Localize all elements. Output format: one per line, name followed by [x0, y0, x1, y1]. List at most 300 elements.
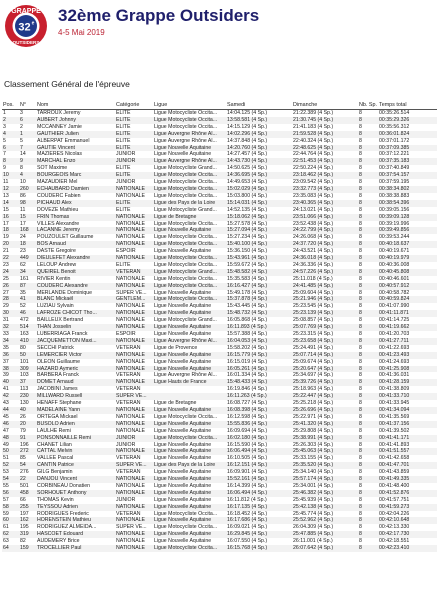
cell-number: 197 [20, 510, 29, 517]
cell-number: 319 [19, 531, 36, 538]
cell-saturday: 16:01.334 (4 Sp.) [227, 372, 268, 379]
cell-sunday: 25:42.138 (4 Sp.) [292, 504, 358, 511]
cell-name: SECCHI Patrick [37, 344, 74, 351]
cell-number: 272 [19, 448, 36, 455]
svg-text:32: 32 [18, 21, 31, 34]
cell-category: ELITE [116, 110, 131, 116]
cell-sunday: 25:09.604 (4 Sp.) [293, 289, 334, 296]
cell-league: Ligue Nouvelle Aquitaine [153, 145, 226, 152]
col-header-league[interactable]: Ligue [153, 100, 226, 110]
cell-special-count: 8 [359, 123, 362, 130]
cell-total-time: 00:38:38.883 [379, 192, 410, 199]
cell-number: 101 [20, 358, 29, 365]
cell-league: Ligue Motocycliste Grand... [153, 269, 226, 276]
cell-number: 6 [19, 117, 36, 124]
cell-name: CATTAL Melvin [36, 448, 115, 455]
cell-name: HAZARD Aymeric [36, 366, 115, 373]
col-header-special-count[interactable]: Nb. Sp. [358, 100, 378, 110]
cell-position: 7 [3, 151, 6, 158]
cell-special-count: 8 [359, 137, 362, 144]
cell-league: Ligue Motocycliste Occita... [154, 261, 218, 268]
cell-sunday: 25:26.696 (4 Sp.) [292, 407, 358, 414]
table-row [2, 366, 437, 373]
cell-league: Ligue Motocycliste Grand... [154, 317, 217, 324]
grappe-outsiders-logo [4, 3, 48, 49]
cell-number: 79 [20, 427, 26, 434]
cell-number: 40 [19, 407, 36, 414]
cell-total-time: 00:41:52.876 [378, 490, 437, 497]
cell-saturday: 15:43.961 (4 Sp.) [226, 255, 292, 262]
table-row [2, 435, 437, 442]
cell-special-count: 8 [359, 538, 362, 545]
cell-category: ELITE [115, 172, 153, 179]
cell-saturday: 16:17.686 (4 Sp.) [226, 517, 292, 524]
cell-number: 410 [19, 338, 36, 345]
cell-category: ELITE [116, 261, 131, 268]
cell-position: 13 [3, 192, 9, 199]
cell-saturday: 14:04.125 (4 Sp.) [227, 110, 268, 116]
cell-position: 60 [2, 517, 19, 524]
cell-category: NATIONALE [115, 283, 153, 290]
cell-position: 18 [2, 227, 19, 234]
cell-number: 5 [20, 137, 23, 144]
table-row [2, 158, 437, 165]
cell-name: DANJOU Vincent [36, 476, 115, 483]
cell-sunday: 23:40.365 (4 Sp.) [292, 200, 358, 207]
cell-sunday: 25:23.315 (4 Sp.) [293, 331, 334, 337]
cell-number: 195 [20, 524, 29, 531]
cell-total-time: 00:40:57.912 [378, 283, 437, 290]
cell-league: Ligue Nouvelle Aquitaine [153, 310, 226, 317]
cell-sunday: 22:48.625 (4 Sp.) [292, 145, 358, 152]
cell-name: MAZAUDIER Mel [37, 179, 78, 186]
cell-position: 6 [2, 145, 19, 152]
cell-total-time: 00:41:41.171 [378, 435, 437, 442]
cell-saturday: 15:27.578 (4 Sp.) [227, 220, 268, 227]
cell-number: 260 [19, 186, 36, 193]
event-title: 32ème Grappe Outsiders [58, 6, 260, 25]
cell-position: 10 [2, 172, 19, 179]
cell-name: AUDEMERY Brice [37, 538, 80, 545]
cell-position: 14 [2, 200, 19, 207]
cell-league: Ligue Motocycliste Occita... [154, 510, 218, 517]
cell-name: TROCELLIER Paul [36, 545, 115, 552]
cell-position: 35 [3, 344, 9, 351]
cell-league: Ligue Nouvelle Aquitaine [153, 476, 226, 483]
cell-total-time: 00:37:54.157 [378, 172, 437, 179]
cell-category: NATIONALE [115, 255, 153, 262]
cell-special-count: 8 [358, 490, 378, 497]
cell-saturday: 15:43.445 (4 Sp.) [227, 303, 268, 310]
cell-league [153, 393, 226, 400]
cell-total-time: 00:41:57.751 [379, 496, 410, 503]
cell-league: Ligue de Bretagne [153, 214, 226, 221]
cell-sunday: 21:41.183 (4 Sp.) [293, 123, 334, 130]
cell-total-time: 00:42:23.410 [378, 545, 437, 552]
cell-sunday: 25:34.001 (4 Sp.) [293, 482, 334, 489]
cell-position: 44 [2, 407, 19, 414]
cell-league: Ligue Nouvelle Aquitaine [154, 289, 212, 296]
cell-special-count: 8 [359, 469, 362, 476]
cell-name: CHANET Lilian [37, 441, 72, 448]
cell-sunday: 25:57.174 (4 Sp.) [292, 476, 358, 483]
col-header-saturday[interactable]: Samedi [226, 100, 292, 110]
cell-special-count: 8 [358, 186, 378, 193]
section-title: Classement Général de l'épreuve [4, 79, 130, 89]
cell-league: Ligue Nouvelle Aquitaine [154, 441, 212, 448]
cell-name: GILG Benjamin [37, 469, 73, 476]
cell-special-count: 8 [358, 172, 378, 179]
cell-name: LAULHE Remi [37, 427, 71, 434]
cell-name: ALBERPAT Emmanuel [37, 137, 90, 144]
cell-name: RODRIGUES Frederic [37, 510, 89, 517]
cell-category: VETERAN [116, 400, 141, 407]
cell-total-time: 00:41:34.094 [378, 407, 437, 414]
cell-league: Ligue Nouvelle Aquitaine [154, 303, 212, 310]
cell-special-count: 8 [358, 283, 378, 290]
cell-name: PONSONNAILLE Remi [36, 435, 115, 442]
cell-total-time: 00:41:25.908 [378, 366, 437, 373]
cell-name: LUBERRIAGA Franck [37, 331, 88, 337]
table-row [2, 165, 437, 172]
cell-sunday: 25:29.808 (4 Sp.) [293, 427, 334, 434]
cell-sunday: 25:52.962 (4 Sp.) [292, 517, 358, 524]
cell-number: 4 [19, 172, 36, 179]
cell-name: ECHAUBARD Damien [36, 186, 115, 193]
cell-sunday: 25:35.520 (4 Sp.) [292, 462, 358, 469]
cell-sunday: 25:25.218 (4 Sp.) [293, 400, 334, 407]
cell-special-count: 8 [358, 269, 378, 276]
cell-number: 230 [19, 393, 36, 400]
cell-league: Ligue Motocycliste Occita... [154, 220, 218, 227]
table-row [2, 248, 437, 255]
cell-league: Ligue Nouvelle Aquitaine [153, 421, 226, 428]
table-row [2, 372, 437, 379]
cell-position: 54 [2, 476, 19, 483]
cell-name: DASTE Gregoire [37, 248, 76, 255]
cell-position: 51 [3, 455, 9, 462]
cell-league: Ligue Motocycliste Occita... [154, 110, 218, 116]
results-body [2, 110, 437, 553]
cell-number: 80 [20, 344, 26, 351]
cell-position: 1 [3, 110, 6, 116]
cell-category: ELITE [116, 206, 131, 213]
cell-special-count: 8 [358, 214, 378, 221]
cell-name: THOMAS Kevin [37, 496, 74, 503]
cell-league: Ligue Nouvelle Aquitaine [153, 352, 226, 359]
cell-sunday: 24:36.018 (4 Sp.) [292, 255, 358, 262]
cell-sunday: 24:43.521 (4 Sp.) [293, 248, 334, 255]
cell-sunday: 25:08.857 (4 Sp.) [293, 317, 334, 324]
cell-name: LEMERCIER Victor [36, 352, 115, 359]
cell-name: MADELAINE Yann [36, 407, 115, 414]
cell-name: MCCANNEY Jamie [37, 123, 82, 130]
cell-league: Ligue Nouvelle Aquitaine [153, 504, 226, 511]
cell-category: NATIONALE [115, 517, 153, 524]
cell-position: 43 [3, 400, 9, 407]
cell-saturday: 16:12.151 (4 Sp.) [226, 462, 292, 469]
cell-saturday: 15:02.029 (4 Sp.) [226, 186, 292, 193]
cell-name: FRIN Thomas [36, 214, 115, 221]
cell-total-time: 00:40:36.008 [379, 261, 410, 268]
cell-number: 1 [19, 131, 36, 138]
cell-category: NATIONALE [115, 490, 153, 497]
cell-sunday: 24:26.068 (4 Sp.) [293, 234, 334, 241]
cell-name: MAZIERES Nicolas [37, 151, 82, 158]
cell-saturday: 15:58.202 (4 Sp.) [227, 344, 268, 351]
cell-special-count: 8 [359, 386, 362, 393]
table-row [2, 179, 437, 186]
cell-saturday: 16:11.893 (4 Sp.) [226, 324, 292, 331]
cell-sunday: 22:44.764 (4 Sp.) [293, 151, 334, 158]
cell-league: Ligue Motocycliste Occita... [153, 255, 226, 262]
table-row [2, 110, 437, 117]
col-header-total-time[interactable]: Temps total [378, 100, 437, 110]
table-row [2, 283, 437, 290]
cell-category: SUPER VE... [115, 393, 153, 400]
cell-total-time: 00:41:36.031 [379, 372, 410, 379]
cell-special-count: 8 [358, 338, 378, 345]
table-row [2, 421, 437, 428]
cell-number: 163 [20, 331, 29, 337]
cell-saturday: 14:20.760 (4 Sp.) [226, 145, 292, 152]
cell-special-count: 8 [358, 241, 378, 248]
cell-name: AUBERT Johnny [36, 117, 115, 124]
cell-category: NATIONALE [115, 214, 153, 221]
cell-saturday: 15:49.178 (4 Sp.) [227, 289, 268, 296]
cell-sunday: 25:23.658 (4 Sp.) [292, 338, 358, 345]
cell-sunday: 25:45.063 (4 Sp.) [292, 448, 358, 455]
cell-sunday: 25:21.946 (4 Sp.) [292, 296, 358, 303]
cell-special-count: 8 [359, 400, 362, 407]
cell-name: HENAFF Stephane [37, 400, 82, 407]
cell-league: Ligue des Pays de la Loire [153, 462, 226, 469]
cell-position: 58 [2, 504, 19, 511]
cell-total-time: 00:41:51.557 [378, 448, 437, 455]
cell-number: 41 [19, 296, 36, 303]
cell-special-count: 8 [359, 165, 362, 172]
cell-number: 87 [19, 283, 36, 290]
cell-sunday: 25:22.447 (4 Sp.) [292, 393, 358, 400]
cell-position: 25 [3, 275, 9, 282]
cell-saturday: 15:27.094 (4 Sp.) [226, 227, 292, 234]
cell-total-time: 00:35:26.514 [379, 110, 410, 116]
table-row [2, 338, 437, 345]
cell-saturday: 13:58.581 (4 Sp.) [226, 117, 292, 124]
cell-total-time: 00:36:01.824 [378, 131, 437, 138]
col-header-sunday[interactable]: Dimanche [292, 100, 358, 110]
cell-category: NATIONALE [116, 427, 146, 434]
cell-total-time: 00:41:28.159 [378, 379, 437, 386]
cell-number: 20 [19, 421, 36, 428]
cell-sunday: 23:18.462 (4 Sp.) [292, 172, 358, 179]
table-row [2, 262, 437, 269]
cell-total-time: 00:37:12.221 [379, 151, 410, 158]
table-row [2, 290, 437, 297]
cell-league: Ligue Auvergne Rhône Al... [154, 137, 217, 144]
cell-category: NATIONALE [115, 338, 153, 345]
cell-number: 159 [19, 545, 36, 552]
cell-position: 37 [3, 358, 9, 365]
cell-league: Ligue Nouvelle Aquitaine [154, 248, 212, 255]
table-row [2, 138, 437, 145]
cell-name: COUDERC Alexandre [36, 283, 115, 290]
event-date: 4-5 Mai 2019 [58, 28, 105, 37]
cell-position: 26 [2, 283, 19, 290]
table-row [2, 255, 437, 262]
cell-name: THAN Josselin [36, 324, 115, 331]
table-row [2, 517, 437, 524]
cell-position: 33 [3, 331, 9, 337]
table-row [2, 352, 437, 359]
table-row [2, 296, 437, 303]
cell-league: Ligue Hauts de France [153, 379, 226, 386]
cell-league: Ligue Nouvelle Aquitaine [154, 496, 212, 503]
cell-name: TARROUX Jeremy [37, 110, 81, 116]
cell-number: 98 [19, 200, 36, 207]
cell-special-count: 8 [358, 379, 378, 386]
cell-category: SUPER VE... [116, 524, 147, 531]
cell-saturday: 16:06.494 (4 Sp.) [226, 448, 292, 455]
cell-name: DOVEZE Mathieu [37, 206, 79, 213]
cell-total-time: 00:41:19.662 [378, 324, 437, 331]
cell-league: Ligue Nouvelle Aquitaine [153, 490, 226, 497]
cell-special-count: 8 [358, 421, 378, 428]
cell-sunday: 22:40.324 (4 Sp.) [293, 137, 334, 144]
cell-saturday: 15:36.150 (4 Sp.) [227, 248, 268, 255]
cell-saturday: 16:15.779 (4 Sp.) [226, 352, 292, 359]
cell-sunday: 25:18.963 (4 Sp.) [293, 386, 334, 393]
cell-league: Ligue Nouvelle Aquitaine [154, 469, 212, 476]
cell-league: Ligue Nouvelle Aquitaine [153, 407, 226, 414]
cell-category: NATIONALE [115, 448, 153, 455]
cell-special-count: 8 [359, 496, 362, 503]
cell-name: TEYSSOU Adrien [36, 504, 115, 511]
cell-sunday: 22:51.453 (4 Sp.) [292, 158, 358, 165]
cell-position: 32 [2, 324, 19, 331]
cell-category: JUNIOR [116, 496, 136, 503]
cell-special-count: 8 [359, 510, 362, 517]
cell-name: BARBERA Franck [37, 372, 79, 379]
cell-number: 7 [19, 145, 36, 152]
cell-number: 196 [20, 441, 29, 448]
cell-position: 47 [3, 427, 9, 434]
cell-special-count: 8 [359, 289, 362, 296]
cell-total-time: 00:35:29.326 [378, 117, 437, 124]
cell-saturday: 16:10.505 (4 Sp.) [227, 455, 268, 462]
cell-category: JUNIOR [115, 435, 153, 442]
cell-category: NATIONALE [115, 476, 153, 483]
cell-special-count: 8 [358, 310, 378, 317]
cell-sunday: 24:57.226 (4 Sp.) [292, 269, 358, 276]
table-row [2, 497, 437, 504]
table-row [2, 276, 437, 283]
cell-number: 10 [20, 179, 26, 186]
cell-number: 501 [20, 482, 29, 489]
cell-sunday: 25:11.018 (4 Sp.) [293, 275, 333, 282]
col-header-category[interactable]: Catégorie [115, 100, 153, 110]
cell-total-time: 00:41:37.156 [378, 421, 437, 428]
cell-total-time: 00:41:43.859 [379, 469, 410, 476]
cell-special-count: 8 [359, 234, 362, 241]
cell-saturday: 16:19.846 (4 Sp.) [227, 386, 268, 393]
cell-number: 276 [20, 469, 29, 476]
cell-category: ELITE [116, 137, 131, 144]
cell-name: VILLES Alexandre [37, 220, 80, 227]
cell-sunday: 26:04.309 (4 Sp.) [293, 524, 334, 531]
cell-special-count: 8 [359, 275, 362, 282]
cell-saturday: 15:14.031 (4 Sp.) [226, 200, 292, 207]
cell-special-count: 8 [358, 227, 378, 234]
cell-number: 17 [20, 220, 26, 227]
cell-position: 22 [2, 255, 19, 262]
cell-saturday: 15:40.100 (4 Sp.) [226, 241, 292, 248]
cell-sunday: 23:32.773 (4 Sp.) [292, 186, 358, 193]
cell-special-count: 8 [359, 427, 362, 434]
table-row [2, 455, 437, 462]
cell-special-count: 8 [359, 482, 362, 489]
cell-category: NATIONALE [115, 421, 153, 428]
cell-category: NATIONALE [115, 227, 153, 234]
cell-total-time: 00:41:24.693 [379, 358, 410, 365]
cell-league: Ligue Nouvelle Aquitaine [154, 482, 212, 489]
cell-position: 12 [2, 186, 19, 193]
cell-position: 28 [2, 296, 19, 303]
cell-saturday: 16:14.399 (4 Sp.) [227, 482, 268, 489]
cell-name: BOS Arnaud [36, 241, 115, 248]
cell-name: OLEON Guillaume [37, 358, 80, 365]
cell-category: NATIONALE [115, 545, 153, 552]
cell-total-time: 00:39:09.128 [378, 214, 437, 221]
col-header-number[interactable]: N° [19, 100, 36, 110]
cell-name: HORENSTEIN Mathieu [36, 517, 115, 524]
cell-total-time: 00:39:49.856 [378, 227, 437, 234]
cell-saturday: 15:48.582 (4 Sp.) [226, 269, 292, 276]
col-header-name[interactable]: Nom [36, 100, 115, 110]
cell-special-count: 8 [359, 331, 362, 337]
cell-category: NATIONALE [115, 352, 153, 359]
cell-category: SUPER VE... [116, 289, 147, 296]
cell-position: 15 [3, 206, 9, 213]
cell-name: LELOUP Andrew [37, 261, 77, 268]
cell-position: 21 [3, 248, 9, 255]
cell-total-time: 00:37:01.172 [379, 137, 410, 144]
cell-category: ELITE [115, 145, 153, 152]
cell-position: 11 [3, 179, 9, 186]
cell-category: ELITE [115, 131, 153, 138]
cell-number: 50 [19, 352, 36, 359]
cell-category: NATIONALE [115, 324, 153, 331]
table-row [2, 207, 437, 214]
cell-category: VETERAN [116, 386, 141, 393]
cell-league: Ligue Motocycliste Occita... [154, 192, 218, 199]
cell-position: 56 [2, 490, 19, 497]
cell-number: 255 [19, 504, 36, 511]
cell-special-count: 8 [358, 504, 378, 511]
cell-category: ELITE [116, 123, 131, 130]
cell-position: 4 [2, 131, 19, 138]
col-header-position[interactable]: Pos. [2, 100, 19, 110]
cell-sunday: 25:45.939 (4 Sp.) [293, 496, 334, 503]
cell-special-count: 8 [358, 255, 378, 262]
table-row [2, 317, 437, 324]
cell-number: 86 [20, 192, 26, 199]
cell-category: NATIONALE [116, 482, 146, 489]
cell-league: Ligue Motocycliste Occita... [153, 172, 226, 179]
cell-position: 9 [3, 165, 6, 172]
cell-number: 85 [20, 455, 26, 462]
cell-special-count: 8 [359, 303, 362, 310]
